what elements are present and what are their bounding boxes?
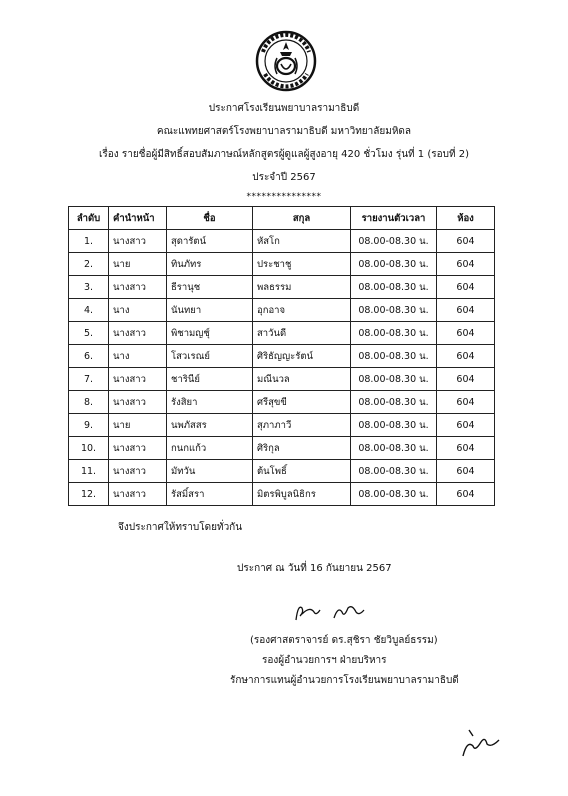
cell-prefix: นางสาว xyxy=(109,322,167,345)
cell-report-time: 08.00-08.30 น. xyxy=(351,299,437,322)
cell-prefix: นางสาว xyxy=(109,483,167,506)
column-header-room: ห้อง xyxy=(437,207,495,230)
cell-first-name: สุดารัตน์ xyxy=(167,230,253,253)
cell-report-time: 08.00-08.30 น. xyxy=(351,368,437,391)
announcement-subject: เรื่อง รายชื่อผู้มีสิทธิ์สอบสัมภาษณ์หลักสูตรผู้ดูแลผู้สูงอายุ 420 ชั่วโมง รุ่นที่ 1 (รอบที่ 2) xyxy=(98,149,470,160)
cell-first-name: โสวเรณย์ xyxy=(167,345,253,368)
table-row xyxy=(69,414,495,437)
cell-first-name: กนกแก้ว xyxy=(167,437,253,460)
cell-room: 604 xyxy=(437,230,495,253)
cell-last-name: หัสโก xyxy=(253,230,351,253)
cell-prefix: นางสาว xyxy=(109,230,167,253)
cell-prefix: นางสาว xyxy=(109,276,167,299)
cell-order: 4. xyxy=(69,299,109,322)
cell-report-time: 08.00-08.30 น. xyxy=(351,230,437,253)
table-row xyxy=(69,322,495,345)
cell-prefix: นาง xyxy=(109,345,167,368)
cell-order: 6. xyxy=(69,345,109,368)
closing-notice: จึงประกาศให้ทราบโดยทั่วกัน xyxy=(118,522,243,533)
cell-last-name: ศิริธัญญะรัตน์ xyxy=(253,345,351,368)
cell-room: 604 xyxy=(437,460,495,483)
cell-last-name: ศิริกุล xyxy=(253,437,351,460)
cell-first-name: ธีรานุช xyxy=(167,276,253,299)
cell-last-name: อุกอาจ xyxy=(253,299,351,322)
cell-report-time: 08.00-08.30 น. xyxy=(351,414,437,437)
cell-prefix: นาย xyxy=(109,253,167,276)
cell-order: 1. xyxy=(69,230,109,253)
signer-role: รองผู้อำนวยการฯ ฝ่ายบริหาร xyxy=(262,655,387,666)
cell-first-name: ชารินีย์ xyxy=(167,368,253,391)
cell-first-name: มัทวัน xyxy=(167,460,253,483)
cell-prefix: นางสาว xyxy=(109,391,167,414)
cell-order: 9. xyxy=(69,414,109,437)
cell-report-time: 08.00-08.30 น. xyxy=(351,460,437,483)
cell-room: 604 xyxy=(437,276,495,299)
cell-last-name: ต้นโพธิ์ xyxy=(253,460,351,483)
table-row xyxy=(69,276,495,299)
column-header-last-name: สกุล xyxy=(253,207,351,230)
table-row xyxy=(69,253,495,276)
cell-order: 12. xyxy=(69,483,109,506)
column-header-report-time: รายงานตัวเวลา xyxy=(351,207,437,230)
column-header-first-name: ชื่อ xyxy=(167,207,253,230)
cell-prefix: นาย xyxy=(109,414,167,437)
column-header-prefix: คำนำหน้า xyxy=(109,207,167,230)
cell-report-time: 08.00-08.30 น. xyxy=(351,322,437,345)
cell-first-name: รัสมิ์สรา xyxy=(167,483,253,506)
table-header-row xyxy=(69,207,495,230)
mahidol-university-seal-icon xyxy=(255,30,317,92)
cell-prefix: นางสาว xyxy=(109,368,167,391)
cell-room: 604 xyxy=(437,368,495,391)
announcement-issuer: ประกาศโรงเรียนพยาบาลรามาธิบดี xyxy=(208,103,360,114)
cell-last-name: ศรีสุขขี xyxy=(253,391,351,414)
table-row xyxy=(69,345,495,368)
cell-prefix: นางสาว xyxy=(109,437,167,460)
cell-first-name: นพภัสสร xyxy=(167,414,253,437)
cell-first-name: พิชามญชุ์ xyxy=(167,322,253,345)
cell-prefix: นาง xyxy=(109,299,167,322)
cell-room: 604 xyxy=(437,391,495,414)
column-header-order: ลำดับ xyxy=(69,207,109,230)
table-row xyxy=(69,391,495,414)
cell-report-time: 08.00-08.30 น. xyxy=(351,345,437,368)
cell-first-name: นันทยา xyxy=(167,299,253,322)
cell-order: 3. xyxy=(69,276,109,299)
cell-order: 7. xyxy=(69,368,109,391)
cell-last-name: สุภาภาวี xyxy=(253,414,351,437)
cell-last-name: พลธรรม xyxy=(253,276,351,299)
announcement-year: ประจำปี 2567 xyxy=(252,172,316,183)
cell-last-name: มณีนวล xyxy=(253,368,351,391)
candidate-table xyxy=(68,206,495,506)
cell-report-time: 08.00-08.30 น. xyxy=(351,437,437,460)
table-row xyxy=(69,230,495,253)
cell-order: 11. xyxy=(69,460,109,483)
handwritten-initial-icon xyxy=(455,726,505,760)
announcement-date: ประกาศ ณ วันที่ 16 กันยายน 2567 xyxy=(237,563,392,574)
table-row xyxy=(69,437,495,460)
separator-stars: *************** xyxy=(246,192,322,202)
cell-prefix: นางสาว xyxy=(109,460,167,483)
cell-last-name: ประชาชู xyxy=(253,253,351,276)
cell-room: 604 xyxy=(437,322,495,345)
signer-name: (รองศาสตราจารย์ ดร.สุชิรา ชัยวิบูลย์ธรรม) xyxy=(250,635,438,646)
cell-last-name: สาวันดี xyxy=(253,322,351,345)
cell-first-name: รังสิยา xyxy=(167,391,253,414)
cell-room: 604 xyxy=(437,253,495,276)
cell-room: 604 xyxy=(437,437,495,460)
cell-order: 10. xyxy=(69,437,109,460)
signer-acting-role: รักษาการแทนผู้อำนวยการโรงเรียนพยาบาลรามาธิบดี xyxy=(230,675,459,686)
cell-order: 5. xyxy=(69,322,109,345)
cell-order: 8. xyxy=(69,391,109,414)
table-row xyxy=(69,460,495,483)
cell-report-time: 08.00-08.30 น. xyxy=(351,253,437,276)
faculty-line: คณะแพทยศาสตร์โรงพยาบาลรามาธิบดี มหาวิทยาลัยมหิดล xyxy=(156,126,412,137)
cell-report-time: 08.00-08.30 น. xyxy=(351,391,437,414)
cell-report-time: 08.00-08.30 น. xyxy=(351,276,437,299)
cell-room: 604 xyxy=(437,483,495,506)
table-row xyxy=(69,483,495,506)
cell-room: 604 xyxy=(437,299,495,322)
cell-room: 604 xyxy=(437,414,495,437)
table-row xyxy=(69,368,495,391)
cell-last-name: มิตรพิบูลนิธิกร xyxy=(253,483,351,506)
table-row xyxy=(69,299,495,322)
cell-room: 604 xyxy=(437,345,495,368)
cell-report-time: 08.00-08.30 น. xyxy=(351,483,437,506)
cell-order: 2. xyxy=(69,253,109,276)
signature-icon xyxy=(284,600,394,624)
cell-first-name: ทินภัทร xyxy=(167,253,253,276)
